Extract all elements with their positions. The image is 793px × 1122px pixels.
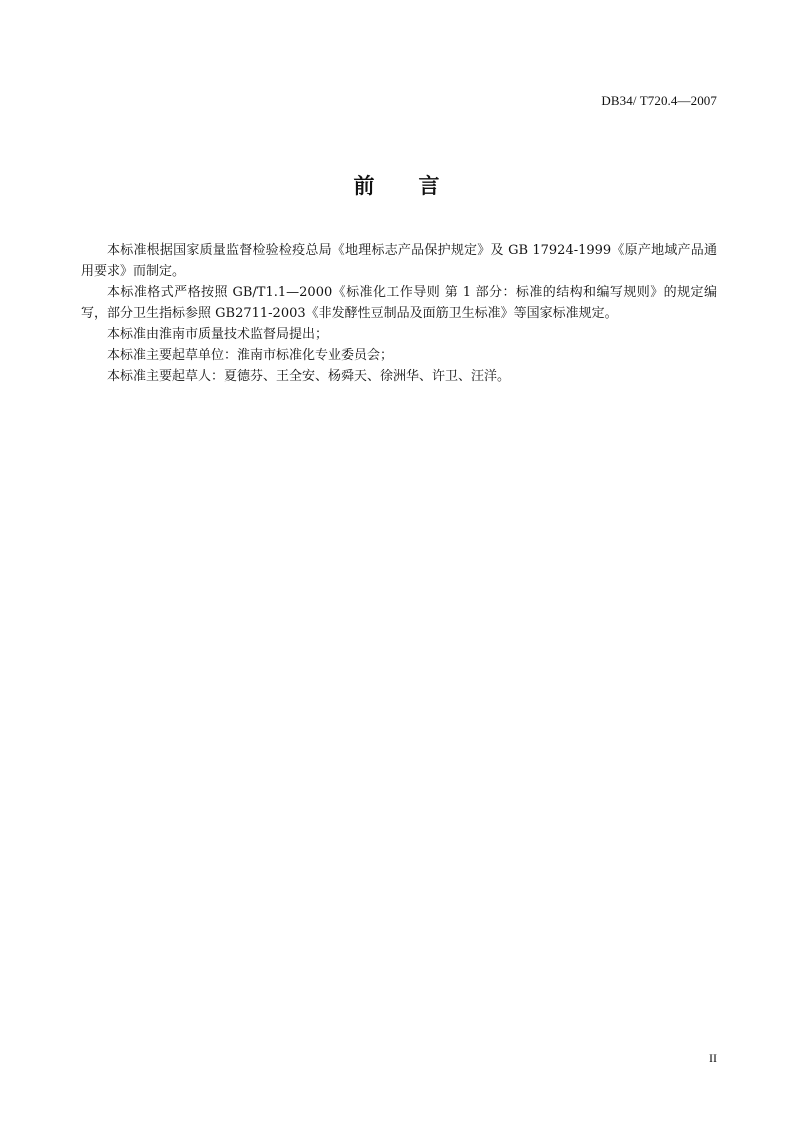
foreword-body: [81, 240, 717, 387]
paragraph-basis: 本标准根据国家质量监督检验检疫总局《地理标志产品保护规定》及 GB 17924-1999《原产地域产品通用要求》而制定。: [81, 243, 717, 279]
title-char-2: 言: [418, 174, 440, 198]
paragraph-drafters: 本标准主要起草人：夏德芬、王全安、杨舜天、徐洲华、许卫、汪洋。: [107, 369, 511, 384]
page-number: II: [709, 1051, 717, 1065]
page-title: [0, 170, 793, 200]
paragraph-format: 本标准格式严格按照 GB/T1.1—2000《标准化工作导则 第 1 部分：标准的结构和编写规则》的规定编写，部分卫生指标参照 GB2711-2003《非发酵性豆制品及面筋卫生标准》等国家标准规定。: [81, 285, 717, 321]
paragraph-drafting-unit: 本标准主要起草单位：淮南市标准化专业委员会；: [107, 348, 394, 363]
title-char-1: 前: [353, 174, 375, 198]
standard-code: DB34/ T720.4—2007: [601, 93, 717, 108]
paragraph-proposer: 本标准由淮南市质量技术监督局提出；: [107, 327, 329, 342]
